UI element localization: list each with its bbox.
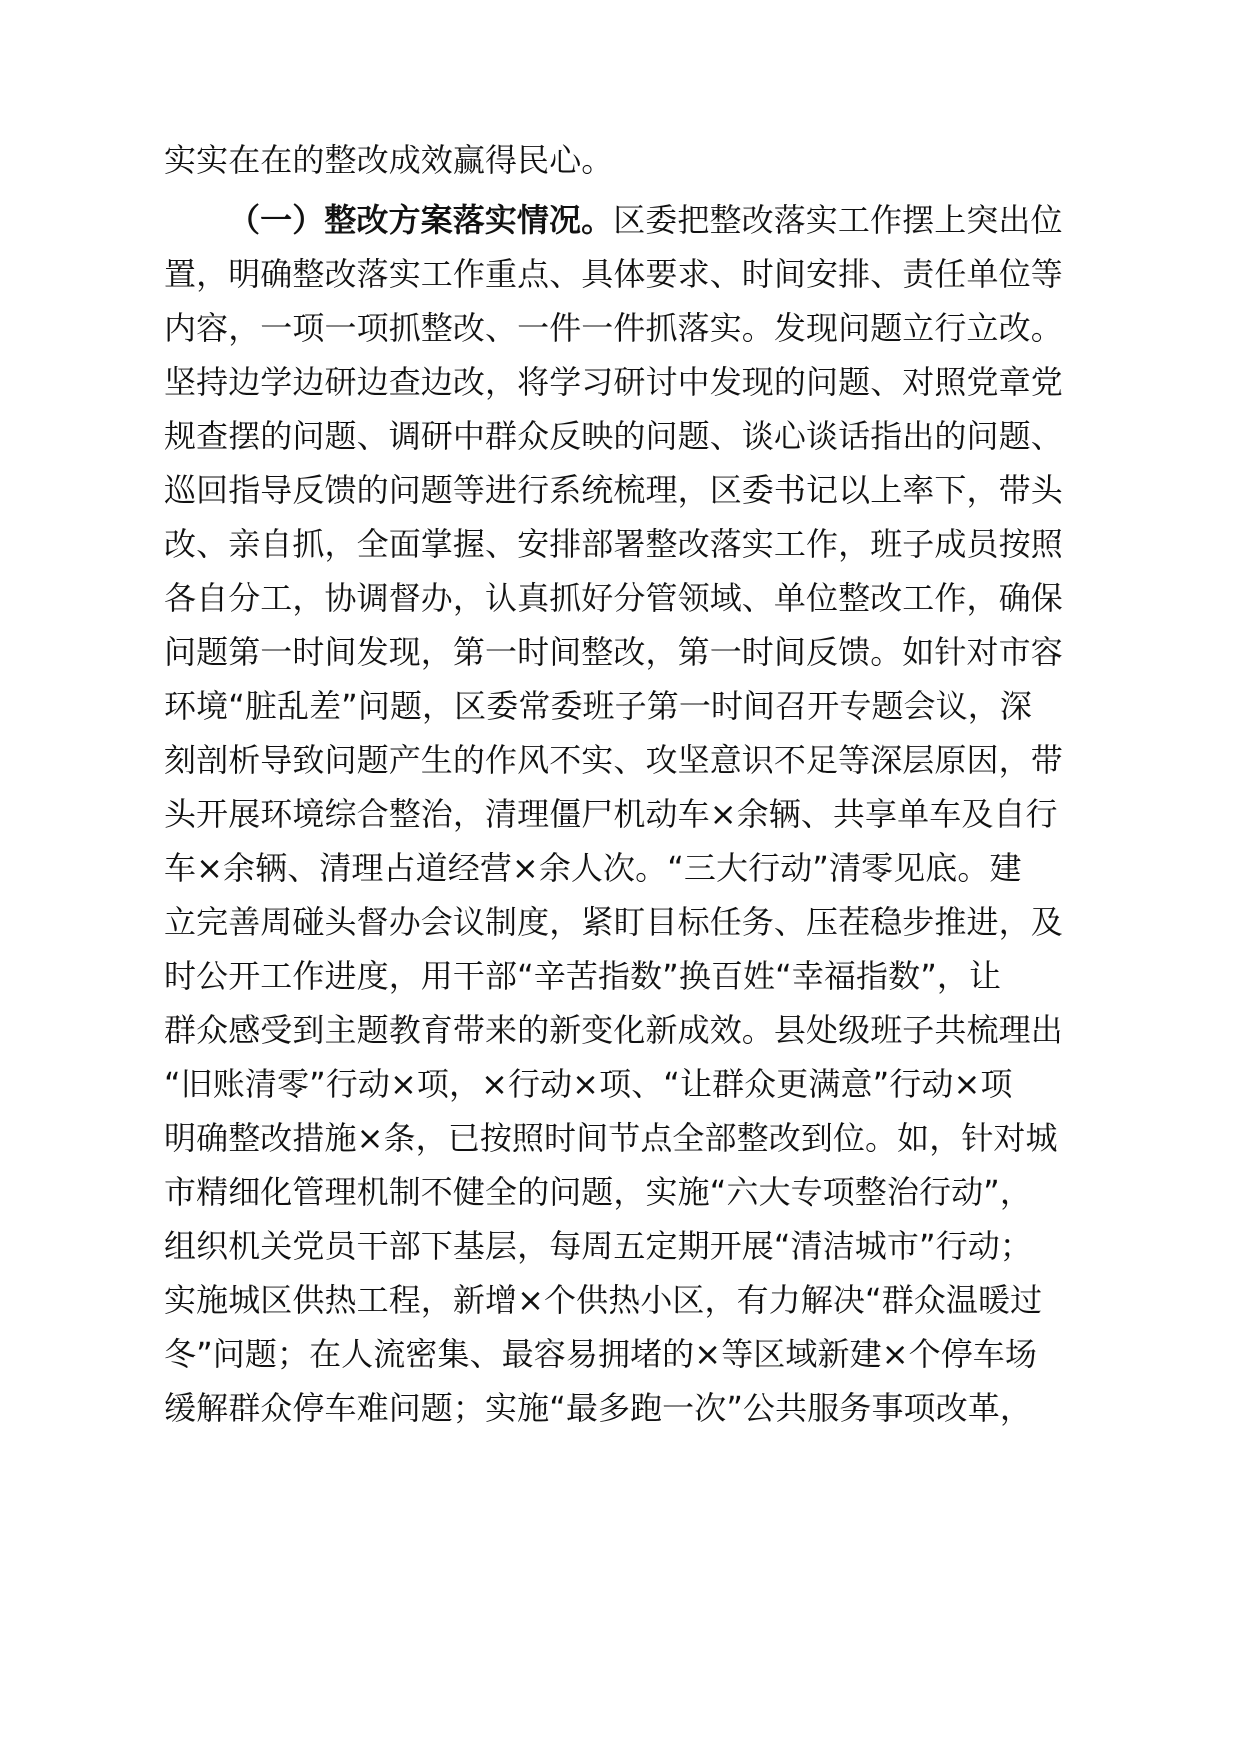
text-line-15 [164, 892, 1104, 952]
text-line-7 [164, 460, 1104, 520]
text-line-11 [164, 676, 1104, 736]
line-text: “旧账清零”行动×项，×行动×项、“让群众更满意”行动×项 [164, 1065, 1013, 1103]
text-line-4 [164, 298, 1104, 358]
text-line-20 [164, 1162, 1104, 1222]
text-line-21 [164, 1216, 1104, 1276]
line-text: 实实在在的整改成效赢得民心。 [164, 141, 614, 179]
section-heading: （一）整改方案落实情况。 [228, 201, 614, 239]
text-line-14 [164, 838, 1104, 898]
text-line-17 [164, 1000, 1104, 1060]
line-text: 组织机关党员干部下基层，每周五定期开展“清洁城市”行动； [164, 1227, 1032, 1265]
text-line-13 [164, 784, 1104, 844]
line-text: 区委把整改落实工作摆上突出位 [613, 201, 1063, 239]
text-line-22 [164, 1270, 1104, 1330]
line-text: 市精细化管理机制不健全的问题，实施“六大专项整治行动”， [164, 1173, 1032, 1211]
line-text: 规查摆的问题、调研中群众反映的问题、谈心谈话指出的问题、 [164, 417, 1063, 455]
line-text: 改、亲自抓，全面掌握、安排部署整改落实工作，班子成员按照 [164, 525, 1063, 563]
text-line-18 [164, 1054, 1104, 1114]
line-text: 冬”问题；在人流密集、最容易拥堵的×等区域新建×个停车场 [164, 1335, 1038, 1373]
line-text: 坚持边学边研边查边改，将学习研讨中发现的问题、对照党章党 [164, 363, 1063, 401]
text-line-3 [164, 244, 1104, 304]
line-text: 头开展环境综合整治，清理僵尸机动车×余辆、共享单车及自行 [164, 795, 1058, 833]
line-text: 内容，一项一项抓整改、一件一件抓落实。发现问题立行立改。 [164, 309, 1063, 347]
text-line-5 [164, 352, 1104, 412]
line-text: 各自分工，协调督办，认真抓好分管领域、单位整改工作，确保 [164, 579, 1063, 617]
line-text: 巡回指导反馈的问题等进行系统梳理，区委书记以上率下，带头 [164, 471, 1063, 509]
line-text: 环境“脏乱差”问题，区委常委班子第一时间召开专题会议，深 [164, 687, 1032, 725]
line-text: 车×余辆、清理占道经营×余人次。“三大行动”清零见底。建 [164, 849, 1022, 887]
text-line-16 [164, 946, 1104, 1006]
text-line-9 [164, 568, 1104, 628]
line-text: 实施城区供热工程，新增×个供热小区，有力解决“群众温暖过 [164, 1281, 1043, 1319]
text-line-24 [164, 1378, 1104, 1438]
text-line-8 [164, 514, 1104, 574]
line-text: 缓解群众停车难问题；实施“最多跑一次”公共服务事项改革， [164, 1389, 1032, 1427]
line-text: 时公开工作进度，用干部“辛苦指数”换百姓“幸福指数”，让 [164, 957, 1002, 995]
text-line-6 [164, 406, 1104, 466]
line-text: 明确整改措施×条，已按照时间节点全部整改到位。如，针对城 [164, 1119, 1058, 1157]
line-text: 置，明确整改落实工作重点、具体要求、时间安排、责任单位等 [164, 255, 1063, 293]
text-line-19 [164, 1108, 1104, 1168]
line-text: 问题第一时间发现，第一时间整改，第一时间反馈。如针对市容 [164, 633, 1063, 671]
line-text: 刻剖析导致问题产生的作风不实、攻坚意识不足等深层原因，带 [164, 741, 1063, 779]
text-line-23 [164, 1324, 1104, 1384]
line-text: 群众感受到主题教育带来的新变化新成效。县处级班子共梳理出 [164, 1011, 1063, 1049]
line-text: 立完善周碰头督办会议制度，紧盯目标任务、压茬稳步推进，及 [164, 903, 1063, 941]
text-line-12 [164, 730, 1104, 790]
text-line-10 [164, 622, 1104, 682]
text-line-2 [228, 190, 1104, 250]
text-line-1 [164, 130, 1104, 190]
